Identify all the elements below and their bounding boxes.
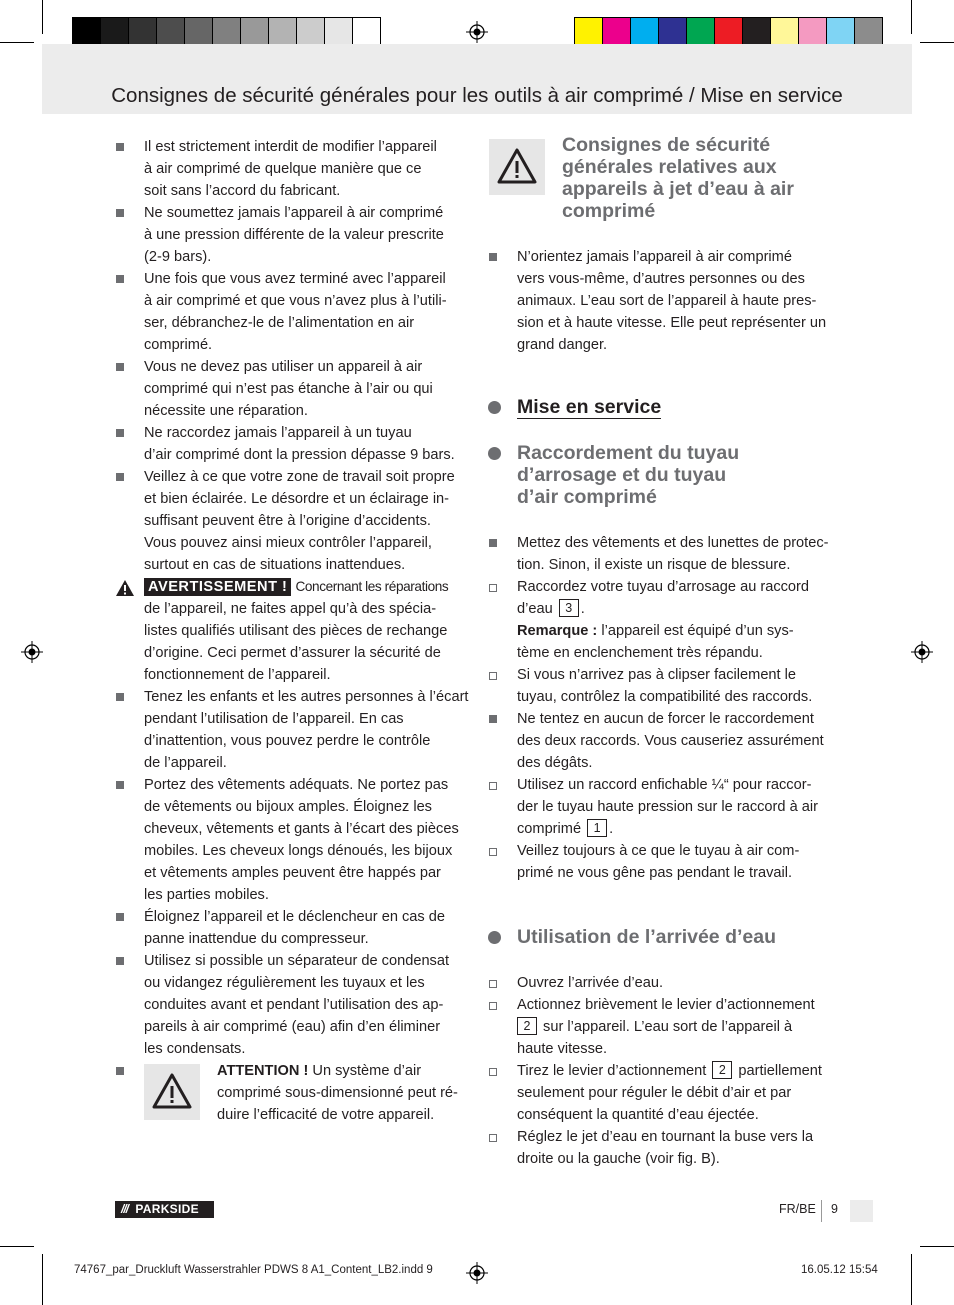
list-line: Une fois que vous avez terminé avec l’appareil — [144, 271, 446, 287]
warning-first-line: Concernant les réparations — [295, 579, 449, 594]
warning-paragraph — [115, 576, 470, 686]
list-line: comprimé qui n’est pas étanche à l’air ou qui — [144, 381, 433, 397]
color-swatch — [798, 17, 827, 47]
page-number: 9 — [831, 1202, 838, 1216]
color-swatch — [128, 17, 157, 47]
heading-line: Raccordement du tuyau — [517, 442, 740, 464]
attention-paragraph — [115, 1060, 470, 1126]
color-swatch — [156, 17, 185, 47]
bullet — [116, 473, 124, 481]
heading-utilisation: Utilisation de l’arrivée d’eau — [517, 926, 777, 948]
warning-box — [489, 139, 545, 195]
list-item — [115, 906, 470, 950]
attention-line: comprimé sous-dimensionné peut ré- — [217, 1085, 458, 1101]
bullet — [116, 693, 124, 701]
process-color-bar — [574, 17, 882, 47]
part-number-badge: 2 — [712, 1061, 732, 1079]
bullet-dot-icon — [488, 401, 501, 414]
list-line: Portez des vêtements adéquats. Ne portez pas — [144, 777, 449, 793]
list-item — [115, 774, 470, 906]
color-swatch — [658, 17, 687, 47]
list-item: Veillez toujours à ce que le tuyau à air com- primé ne vous gêne pas pendant le travail. — [488, 840, 848, 884]
color-swatch — [630, 17, 659, 47]
list-line: ou vidangez régulièrement les tuyaux et les — [144, 975, 425, 991]
attention-label: ATTENTION ! — [217, 1063, 309, 1079]
bullet — [489, 253, 497, 261]
bullet — [116, 913, 124, 921]
list-line: les condensats. — [144, 1041, 246, 1057]
list-item: Utilisez un raccord enfichable ¼“ pour raccor- der le tuyau haute pression sur le raccord à air comprimé 1 . — [488, 774, 848, 840]
list-line: d’air comprimé dont la pression dépasse 9 bars. — [144, 447, 455, 463]
list-line: grand danger. — [517, 337, 608, 353]
footer-tab — [850, 1200, 873, 1222]
file-slug: 74767_par_Druckluft Wasserstrahler PDWS 8 A1_Content_LB2.indd 9 — [74, 1264, 433, 1276]
parkside-logo: /// PARKSIDE — [115, 1201, 214, 1218]
warn-heading-block — [488, 134, 848, 226]
list-line: les parties mobiles. — [144, 887, 269, 903]
crop-mark — [42, 1254, 43, 1305]
page-title: Consignes de sécurité générales pour les outils à air comprimé / Mise en service — [111, 84, 843, 107]
part-number-badge: 3 — [559, 599, 579, 617]
registration-mark-icon — [21, 641, 43, 663]
heading-line: d’arrosage et du tuyau — [517, 464, 727, 486]
warning-line: fonctionnement de l’appareil. — [144, 667, 331, 683]
list-line: N’orientez jamais l’appareil à air comprimé — [517, 249, 792, 265]
bullet — [116, 1067, 124, 1075]
crop-mark — [0, 1246, 34, 1247]
list-line: ser, débranchez-le de l’alimentation en air — [144, 315, 415, 331]
list-line: et vêtements amples peuvent être happés par — [144, 865, 441, 881]
warning-triangle-icon — [489, 139, 545, 195]
list-item — [115, 422, 470, 466]
section-utilisation — [488, 926, 848, 948]
crop-mark — [42, 0, 43, 34]
crop-mark — [911, 0, 912, 34]
registration-mark-icon — [466, 21, 488, 43]
list-item: Ouvrez l’arrivée d’eau. — [488, 972, 848, 994]
print-date: 16.05.12 15:54 — [801, 1264, 878, 1276]
section-raccordement — [488, 442, 848, 508]
list-line: Éloignez l’appareil et le déclencheur en cas de — [144, 909, 445, 925]
color-swatch — [602, 17, 631, 47]
color-swatch — [826, 17, 855, 47]
list-item — [115, 356, 470, 422]
list-line: pendant l’utilisation de l’appareil. En cas — [144, 711, 404, 727]
list-line: Tenez les enfants et les autres personnes à l’écart — [144, 689, 469, 705]
list-line: Utilisez si possible un séparateur de condensat — [144, 953, 450, 969]
color-swatch — [72, 17, 101, 47]
list-line: soit sans l’accord du fabricant. — [144, 183, 341, 199]
list-line: Il est strictement interdit de modifier l’appareil — [144, 139, 437, 155]
color-swatch — [742, 17, 771, 47]
list-line: Ne soumettez jamais l’appareil à air comprimé — [144, 205, 444, 221]
bullet-dot-icon — [488, 447, 501, 460]
list-item: Tirez le levier d’actionnement 2 partiellement seulement pour réguler le débit d’air et par conséquent la quantité d’eau éjectée. — [488, 1060, 848, 1126]
list-item: Raccordez votre tuyau d’arrosage au raccord d’eau 3 . Remarque : l’appareil est équipé d’un sys- tème en enclenchement très répandu. — [488, 576, 848, 664]
warn-heading: Consignes de sécurité générales relatives aux appareils à jet d’eau à air comprimé — [562, 134, 794, 222]
warning-triangle-icon — [115, 579, 135, 597]
color-swatch — [352, 17, 381, 47]
bullet — [116, 275, 124, 283]
list-item: Si vous n’arrivez pas à clipser facilement le tuyau, contrôlez la compatibilité des raccords. — [488, 664, 848, 708]
list-line: Veillez à ce que votre zone de travail soit propre — [144, 469, 455, 485]
bullet — [116, 143, 124, 151]
list-line: à une pression différente de la valeur prescrite — [144, 227, 444, 243]
list-line: (2-9 bars). — [144, 249, 212, 265]
warning-line: d’origine. Ceci permet d’assurer la sécurité de — [144, 645, 441, 661]
color-swatch — [212, 17, 241, 47]
bullet — [116, 781, 124, 789]
registration-mark-icon — [466, 1262, 488, 1284]
crop-mark — [911, 1254, 912, 1305]
color-swatch — [184, 17, 213, 47]
crop-mark — [920, 1246, 954, 1247]
list-line: à air comprimé de quelque manière que ce — [144, 161, 422, 177]
bullet — [116, 429, 124, 437]
header-banner — [42, 44, 912, 114]
color-swatch — [686, 17, 715, 47]
list-item: Réglez le jet d’eau en tournant la buse vers la droite ou la gauche (voir fig. B). — [488, 1126, 848, 1170]
list-line: conduites avant et pendant l’utilisation des ap- — [144, 997, 444, 1013]
list-line: de l’appareil. — [144, 755, 227, 771]
color-swatch — [240, 17, 269, 47]
list-item: Actionnez brièvement le levier d’actionnement 2 sur l’appareil. L’eau sort de l’appareil à haute vitesse. — [488, 994, 848, 1060]
list-item — [115, 268, 470, 356]
attention-line: duire l’efficacité de votre appareil. — [217, 1107, 435, 1123]
heading-line: d’air comprimé — [517, 486, 657, 508]
registration-mark-icon — [911, 641, 933, 663]
color-swatch — [324, 17, 353, 47]
list-line: panne inattendue du compresseur. — [144, 931, 369, 947]
bullet — [116, 209, 124, 217]
note-label: Remarque : — [517, 623, 598, 639]
list-line: à air comprimé et que vous n’avez plus à l’utili- — [144, 293, 447, 309]
gray-color-bar — [72, 17, 380, 47]
list-line: Vous pouvez ainsi mieux contrôler l’appareil, — [144, 535, 432, 551]
bullet — [116, 363, 124, 371]
list-line: surtout en cas de situations inattendues. — [144, 557, 406, 573]
part-number-badge: 2 — [517, 1017, 537, 1035]
warning-badge: AVERTISSEMENT ! — [144, 578, 291, 596]
language-code: FR/BE — [779, 1202, 816, 1216]
list-line: cheveux, vêtements et gants à l’écart des pièces — [144, 821, 459, 837]
part-number-badge: 1 — [587, 819, 607, 837]
list-line: sion et à haute vitesse. Elle peut représenter un — [517, 315, 827, 331]
list-item — [115, 950, 470, 1060]
warning-line: de l’appareil, ne faites appel qu’à des spécia- — [144, 601, 437, 617]
color-swatch — [268, 17, 297, 47]
list-item — [115, 202, 470, 268]
color-swatch — [854, 17, 883, 47]
color-swatch — [100, 17, 129, 47]
list-line: animaux. L’eau sort de l’appareil à haute pres- — [517, 293, 817, 309]
footer-divider — [821, 1200, 822, 1222]
list-line: et bien éclairée. Le désordre et un éclairage in- — [144, 491, 450, 507]
section-mise-en-service — [488, 396, 848, 420]
list-item — [115, 686, 470, 774]
list-line: Vous ne devez pas utiliser un appareil à air — [144, 359, 423, 375]
list-line: de vêtements ou bijoux amples. Éloignez les — [144, 799, 432, 815]
bullet — [116, 957, 124, 965]
bullet-dot-icon — [488, 931, 501, 944]
list-line: d’inattention, vous pouvez perdre le contrôle — [144, 733, 431, 749]
list-item — [115, 466, 470, 576]
list-line: nécessite une réparation. — [144, 403, 308, 419]
list-line: pareils à air comprimé (eau) afin d’en éliminer — [144, 1019, 441, 1035]
list-line: Ne raccordez jamais l’appareil à un tuyau — [144, 425, 412, 441]
right-column — [488, 134, 848, 1170]
list-line: suffisant peuvent être à l’origine d’accidents. — [144, 513, 431, 529]
list-item — [488, 246, 848, 356]
attention-line: Un système d’air — [308, 1063, 422, 1079]
list-line: comprimé. — [144, 337, 213, 353]
crop-mark — [0, 42, 34, 43]
color-swatch — [574, 17, 603, 47]
color-swatch — [714, 17, 743, 47]
color-swatch — [296, 17, 325, 47]
list-item — [115, 136, 470, 202]
color-swatch — [770, 17, 799, 47]
list-item: Ne tentez en aucun de forcer le raccordement des deux raccords. Vous causeriez assurément des dégâts. — [488, 708, 848, 774]
list-item: Mettez des vêtements et des lunettes de protec- tion. Sinon, il existe un risque de blessure. — [488, 532, 848, 576]
left-column — [115, 136, 470, 1126]
heading-mise-en-service: Mise en service — [517, 396, 662, 418]
attention-box — [144, 1064, 200, 1120]
crop-mark — [920, 42, 954, 43]
warning-line: listes qualifiés utilisant des pièces de rechange — [144, 623, 448, 639]
list-line: mobiles. Les cheveux longs dénoués, les bijoux — [144, 843, 453, 859]
warning-triangle-icon — [144, 1064, 200, 1120]
list-line: vers vous-même, d’autres personnes ou des — [517, 271, 805, 287]
